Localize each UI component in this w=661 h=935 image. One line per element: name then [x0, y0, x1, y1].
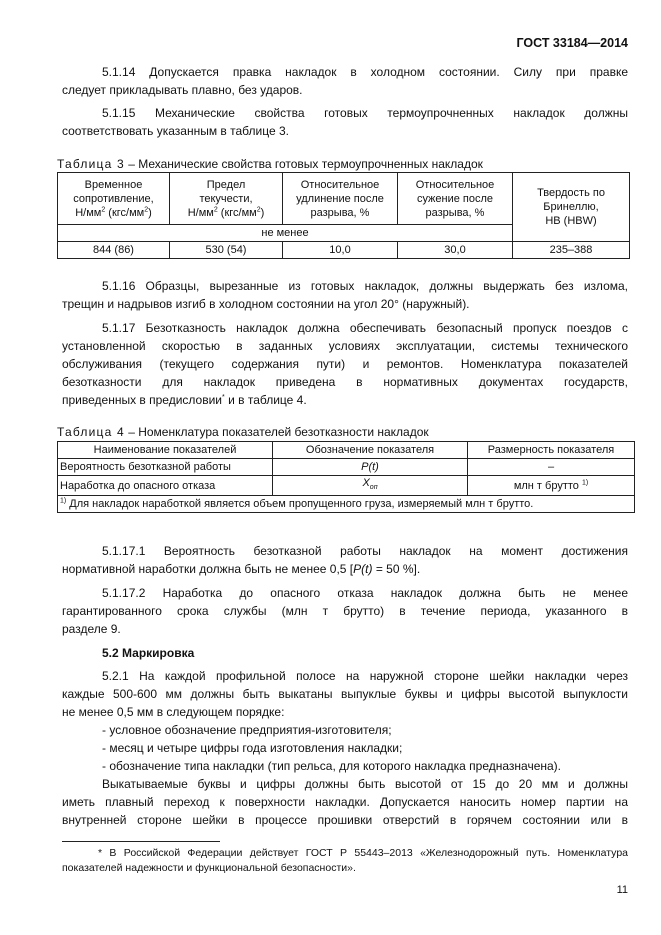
table3-cell: 10,0: [283, 242, 398, 259]
table3-row: [58, 242, 630, 259]
table3-header-tensile: [58, 173, 170, 225]
table3-h4a: Относительное: [415, 178, 495, 191]
para-5-2-1-line3: не менее 0,5 мм в следующем порядке:: [62, 705, 285, 719]
para-5-1-15-line2: соответствовать указанным в таблице 3.: [62, 124, 289, 138]
table3-not-less: не менее: [58, 225, 513, 242]
table-4: [57, 441, 635, 513]
para-5-1-17-line3: обслуживания (текущего содержания пути) и ремонтов. Номенклатура показателей: [62, 357, 628, 371]
para-5-2-1-line2: каждые 500-600 мм должны быть выкатаны выпуклые буквы и цифры высотой выпуклости: [62, 687, 628, 701]
table4-cell: P(t): [273, 459, 468, 476]
table3-caption: [57, 157, 483, 171]
table3-h5b: Бринеллю,: [543, 201, 599, 213]
document-header: ГОСТ 33184—2014: [516, 36, 628, 50]
para-5-2-1-line4: Выкатываемые буквы и цифры должны быть высотой от 15 до 20 мм и должны: [102, 777, 628, 791]
page-number: 11: [616, 884, 628, 896]
table3-caption-label: Таблица 3: [57, 157, 125, 171]
table3-header-hardness: [513, 173, 630, 242]
para-5-1-15-line1: 5.1.15 Механические свойства готовых термоупрочненных накладок должны: [102, 106, 628, 120]
table4-row: [58, 476, 635, 496]
table3-header-yield: [170, 173, 283, 225]
para-5-2-1-line5: иметь плавный переход к поверхности накладки. Допускается наносить номер партии на: [62, 795, 628, 809]
para-5-1-17-2-line3: разделе 9.: [62, 622, 121, 636]
para-5-1-17-line5: приведенных в предисловии* и в таблице 4.: [62, 393, 307, 407]
para-5-1-14-line2: следует прикладывать плавно, без ударов.: [62, 83, 303, 97]
table3-h2b: текучести,: [199, 192, 253, 205]
table4-row: [58, 459, 635, 476]
table3-h1-units: $Н/мм^2$ $(кгс/мм^2)$: [75, 205, 152, 219]
table4-cell: Наработка до опасного отказа: [58, 476, 273, 496]
table4-caption-label: Таблица 4: [57, 425, 125, 439]
table4-header: Размерность показателя: [468, 442, 635, 459]
para-5-1-17-2-line2: гарантированного срока службы (млн т брутто) в течение периода, указанного в: [62, 604, 628, 618]
table3-h2a: Предел: [206, 178, 246, 191]
table3-cell: 844 (86): [58, 242, 170, 259]
table3-h1b: сопротивление,: [73, 192, 154, 205]
table3-cell: 530 (54): [170, 242, 283, 259]
table3-h5a: Твердость по: [537, 187, 605, 199]
para-5-1-17-1-line1: 5.1.17.1 Вероятность безотказной работы накладок на момент достижения: [102, 544, 628, 558]
table3-cell: 30,0: [398, 242, 513, 259]
footnote: * В Российской Федерации действует ГОСТ Р 55443–2013 «Железнодорожный путь. Номенклатура показателей надежности и функциональной безопасности».: [62, 847, 628, 874]
table4-cell: $X_{оп}$: [273, 476, 468, 496]
table4-note: $^{1)}$ Для накладок наработкой является объем пропущенного груза, измеряемый млн т брутто.: [58, 496, 635, 513]
table4-cell: млн т брутто $^{1)}$: [468, 476, 635, 496]
table3-caption-text: – Механические свойства готовых термоупрочненных накладок: [124, 157, 483, 171]
table4-header: Наименование показателей: [58, 442, 273, 459]
section-5-2-title: 5.2 Маркировка: [102, 646, 195, 660]
table3-h5c: HB (HBW): [545, 215, 597, 227]
table3-h2-units: $Н/мм^2$ $(кгс/мм^2)$: [187, 205, 265, 219]
table4-cell: Вероятность безотказной работы: [58, 459, 273, 476]
para-5-1-17-2-line1: 5.1.17.2 Наработка до опасного отказа накладок должна быть не менее: [102, 586, 628, 600]
table3-h3c: разрыва, %: [310, 206, 370, 219]
para-5-2-1-line1: 5.2.1 На каждой профильной полосе на наружной стороне шейки накладки через: [102, 669, 628, 683]
para-5-1-16-line2: трещин и надрывов изгиб в холодном состоянии на угол 20° (наружный).: [62, 297, 470, 311]
table3-header-elongation: [283, 173, 398, 225]
para-5-1-17-line1: 5.1.17 Безотказность накладок должна обеспечивать безопасный пропуск поездов с: [102, 321, 628, 335]
table3-header-reduction: [398, 173, 513, 225]
table4-caption-text: – Номенклатура показателей безотказности накладок: [124, 425, 429, 439]
para-5-1-17-line2: установленной скоростью в заданных условиях эксплуатации, системы технического: [62, 339, 628, 353]
table3-h3a: Относительное: [300, 178, 380, 191]
table3-cell: 235–388: [513, 242, 630, 259]
table-3: [57, 172, 630, 259]
para-5-2-1-line6: внутренней стороне шейки в процессе прошивки отверстий в горячем состоянии или в: [62, 813, 628, 827]
table4-caption: [57, 425, 429, 439]
para-5-1-17-line4: безотказности для накладок приведена в нормативных документах государств,: [62, 375, 628, 389]
table4-header: Обозначение показателя: [273, 442, 468, 459]
list-item: - обозначение типа накладки (тип рельса, для которого накладка предназначена).: [102, 759, 562, 773]
table4-cell: –: [468, 459, 635, 476]
list-item: - условное обозначение предприятия-изготовителя;: [102, 723, 392, 737]
para-5-1-17-1-line2: нормативной наработки должна быть не менее 0,5 [P(t) = 50 %].: [62, 562, 421, 576]
para-5-1-16-line1: 5.1.16 Образцы, вырезанные из готовых накладок, должны выдержать без излома,: [102, 279, 628, 293]
footnote-separator: [62, 841, 220, 842]
para-5-1-14-line1: 5.1.14 Допускается правка накладок в холодном состоянии. Силу при правке: [102, 65, 628, 79]
table3-h4c: разрыва, %: [425, 206, 485, 219]
list-item: - месяц и четыре цифры года изготовления накладки;: [102, 741, 403, 755]
table3-h1a: Временное: [84, 178, 143, 191]
table3-h3b: удлинение после: [296, 192, 384, 205]
table3-h4b: сужение после: [416, 192, 494, 205]
